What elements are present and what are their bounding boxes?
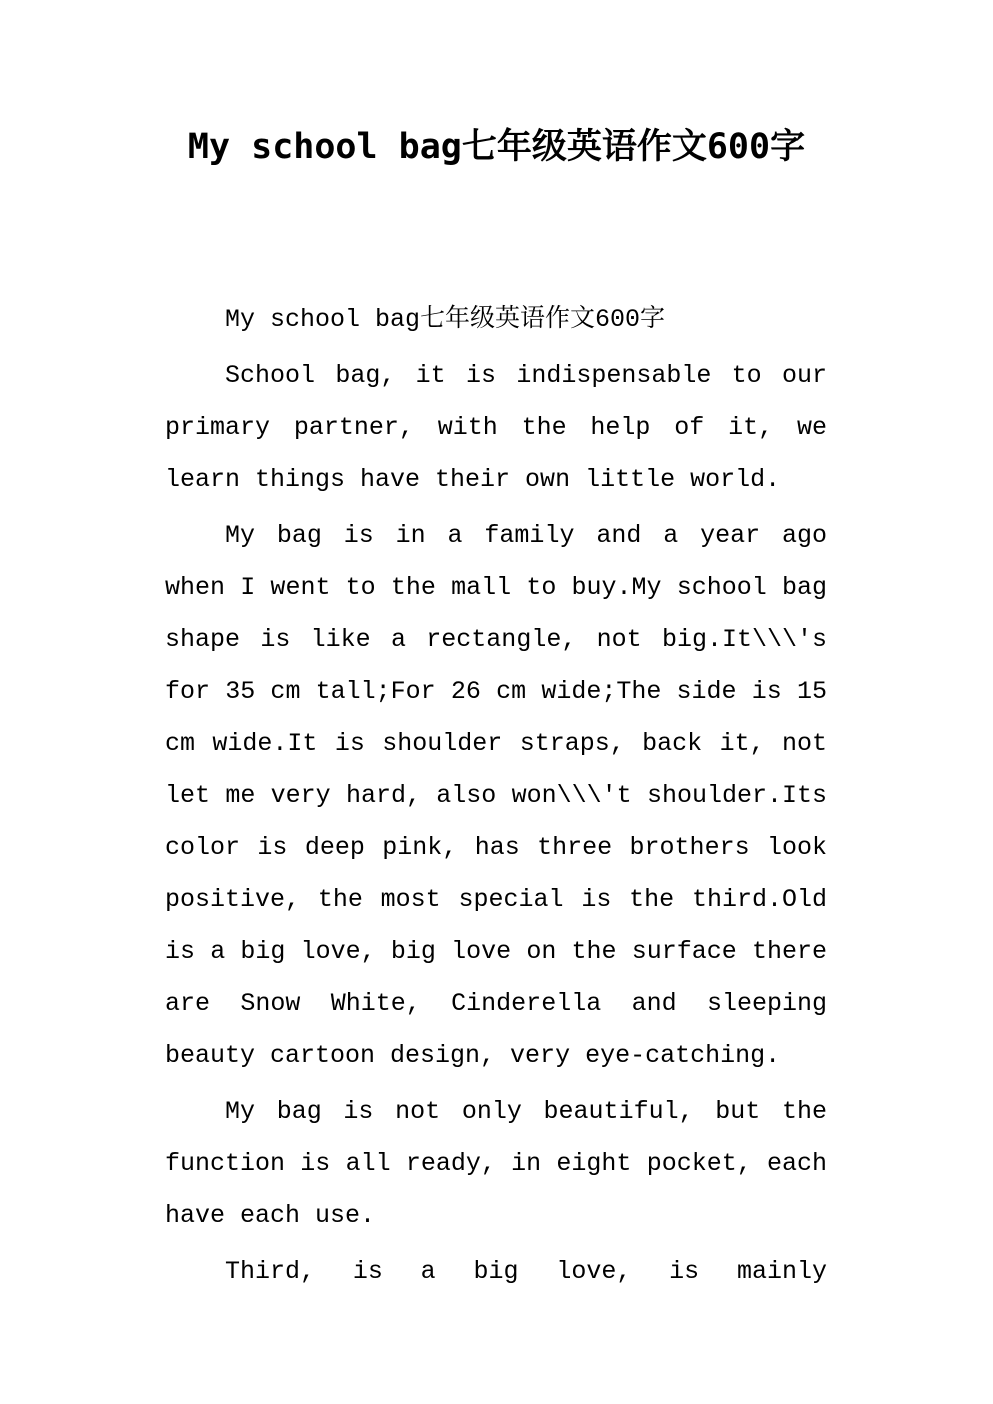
- paragraph-1: School bag, it is indispensable to our primary partner, with the help of it, we learn things have their own little world.: [165, 361, 827, 494]
- essay-subtitle: My school bag七年级英语作文600字: [225, 305, 666, 334]
- paragraph-4: Third, is a big love, is mainly: [225, 1257, 827, 1286]
- document-body: [165, 294, 827, 1302]
- page-title: My school bag七年级英语作文600字: [187, 127, 806, 167]
- paragraph-2: My bag is in a family and a year ago when I went to the mall to buy.My school bag shape is like a rectangle, not big.It\\\'s for 35 cm tall;For 26 cm wide;The side is 15 cm wide.It is shoulder straps, back it, not let me very hard, also won\\\'t shoulder.Its color is deep pink, has three brothers look positive, the most special is the third.Old is a big love, big love on the surface there are Snow White, Cinderella and sleeping beauty cartoon design, very eye-catching.: [165, 521, 827, 1070]
- paragraph-3: My bag is not only beautiful, but the function is all ready, in eight pocket, each have each use.: [165, 1097, 827, 1230]
